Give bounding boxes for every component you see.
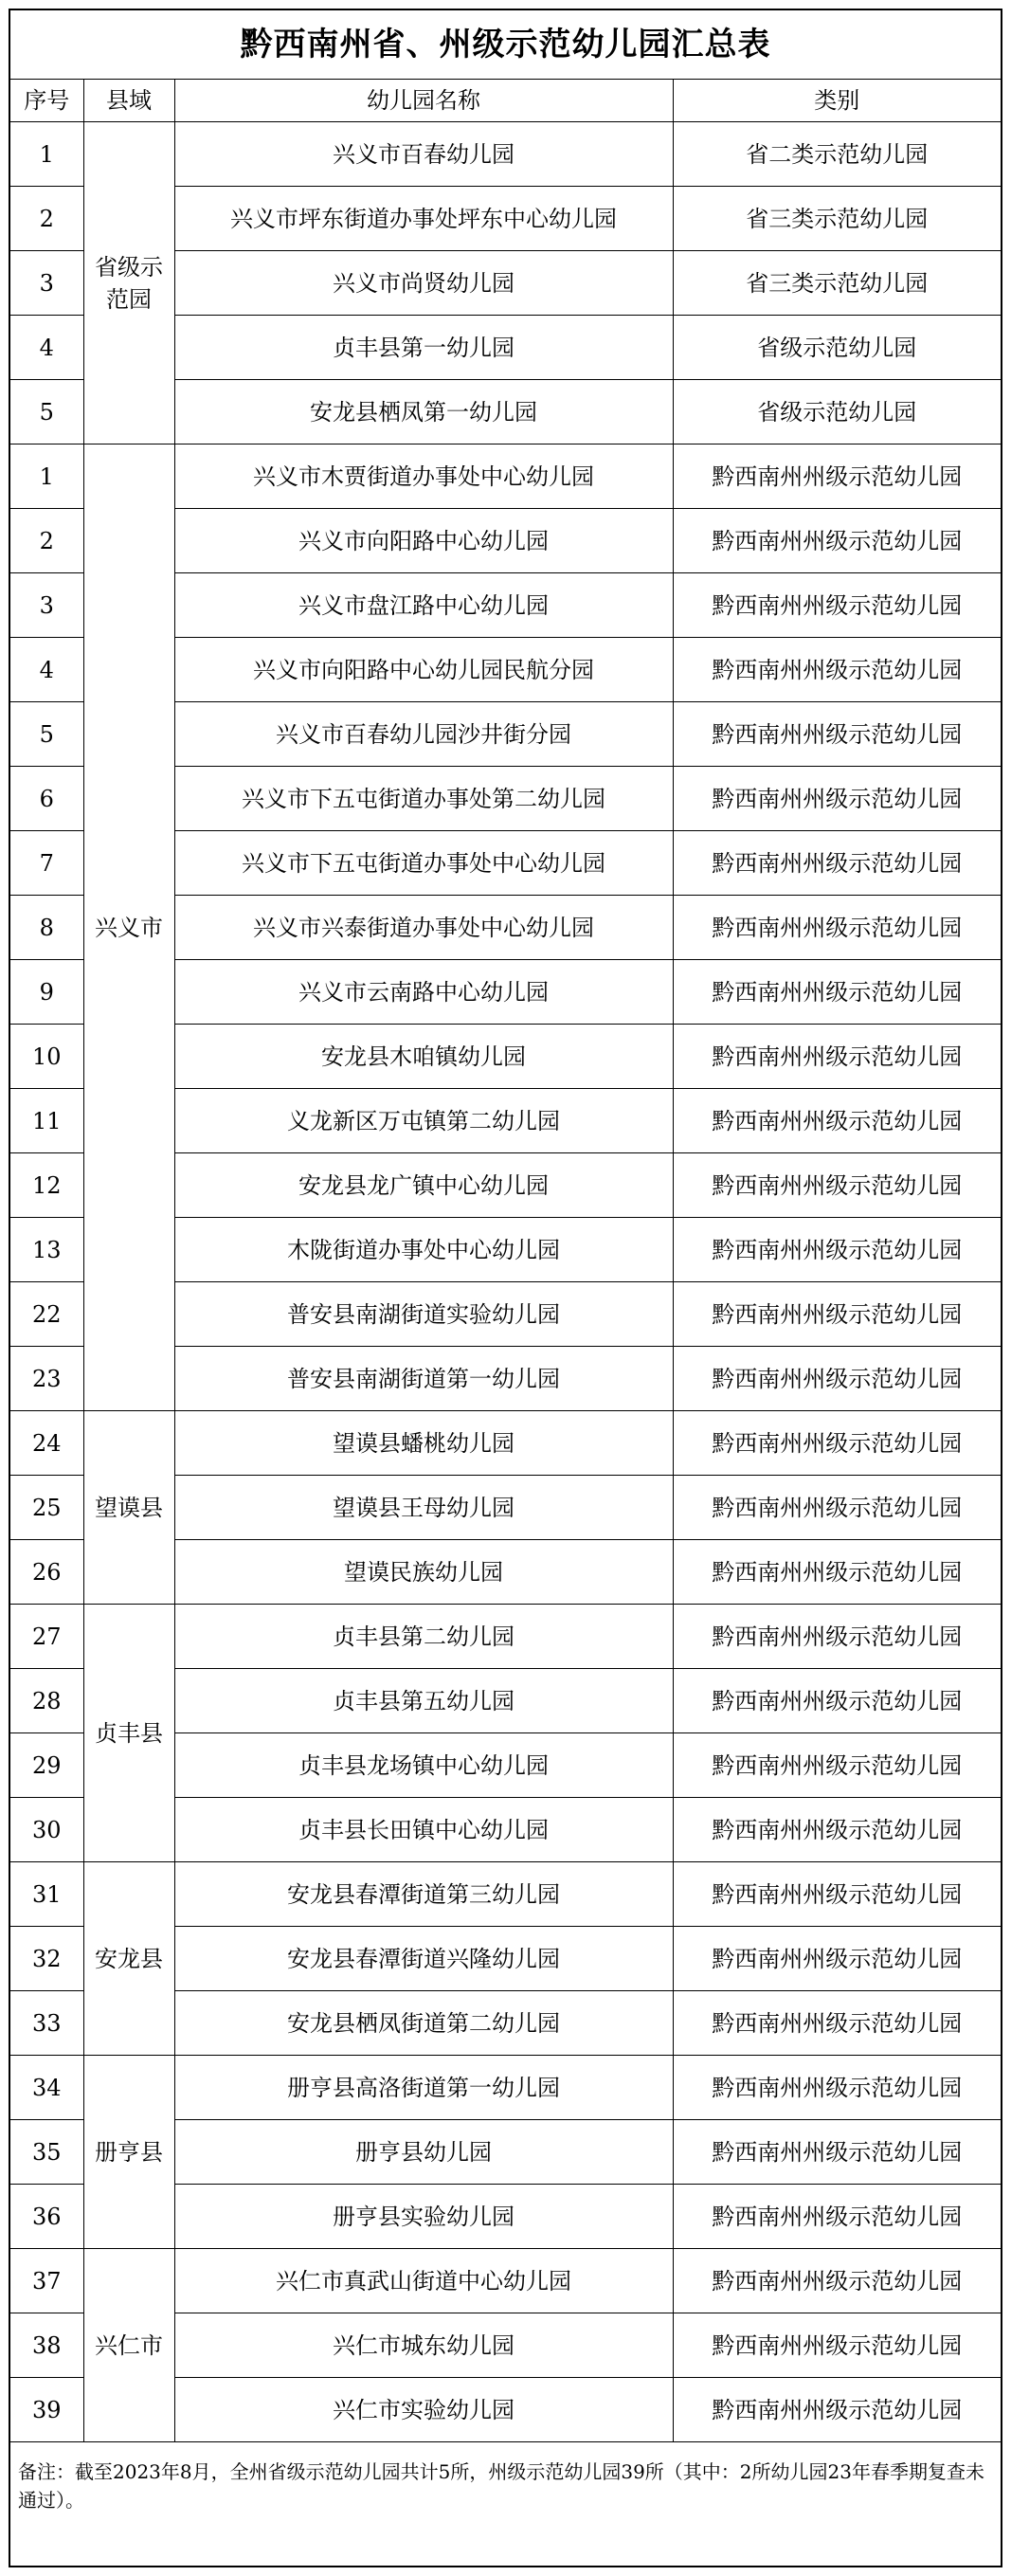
- row-number: 23: [10, 1347, 83, 1411]
- row-number: 6: [10, 767, 83, 831]
- row-number: 11: [10, 1089, 83, 1153]
- header-no: 序号: [10, 80, 83, 122]
- row-number: 30: [10, 1798, 83, 1862]
- category: 黔西南州州级示范幼儿园: [673, 1476, 1001, 1540]
- kindergarten-name: 贞丰县第一幼儿园: [174, 316, 673, 380]
- kindergarten-name: 安龙县春潭街道兴隆幼儿园: [174, 1927, 673, 1991]
- county-cell-provincial: [83, 122, 174, 444]
- kindergarten-name: 贞丰县龙场镇中心幼儿园: [174, 1733, 673, 1798]
- category: 黔西南州州级示范幼儿园: [673, 1347, 1001, 1411]
- county-cell-anlong: [83, 1862, 174, 2056]
- table-row: [10, 122, 1001, 187]
- category: 黔西南州州级示范幼儿园: [673, 638, 1001, 702]
- note-row: [10, 2442, 1001, 2551]
- category: 省三类示范幼儿园: [673, 251, 1001, 316]
- row-number: 37: [10, 2249, 83, 2313]
- category: 黔西南州州级示范幼儿园: [673, 1927, 1001, 1991]
- summary-sheet: [9, 9, 1002, 2567]
- kindergarten-name: 兴义市云南路中心幼儿园: [174, 960, 673, 1025]
- table-row: [10, 1862, 1001, 1927]
- category: 黔西南州州级示范幼儿园: [673, 509, 1001, 573]
- kindergarten-name: 安龙县栖凤街道第二幼儿园: [174, 1991, 673, 2056]
- kindergarten-name: 兴义市下五屯街道办事处中心幼儿园: [174, 831, 673, 896]
- header-category: 类别: [673, 80, 1001, 122]
- kindergarten-name: 册亨县高洛街道第一幼儿园: [174, 2056, 673, 2120]
- kindergarten-table: [10, 10, 1001, 2550]
- row-number: 31: [10, 1862, 83, 1927]
- table-row: [10, 444, 1001, 509]
- category: 黔西南州州级示范幼儿园: [673, 1153, 1001, 1218]
- kindergarten-name: 兴义市木贾街道办事处中心幼儿园: [174, 444, 673, 509]
- category: 黔西南州州级示范幼儿园: [673, 1218, 1001, 1282]
- category: 黔西南州州级示范幼儿园: [673, 1862, 1001, 1927]
- kindergarten-name: 普安县南湖街道实验幼儿园: [174, 1282, 673, 1347]
- table-row: [10, 2249, 1001, 2313]
- kindergarten-name: 安龙县木咱镇幼儿园: [174, 1025, 673, 1089]
- kindergarten-name: 册亨县实验幼儿园: [174, 2185, 673, 2249]
- kindergarten-name: 望谟民族幼儿园: [174, 1540, 673, 1605]
- row-number: 28: [10, 1669, 83, 1733]
- kindergarten-name: 兴义市百春幼儿园: [174, 122, 673, 187]
- row-number: 3: [10, 251, 83, 316]
- category: 黔西南州州级示范幼儿园: [673, 444, 1001, 509]
- row-number: 4: [10, 638, 83, 702]
- row-number: 1: [10, 122, 83, 187]
- county-label: 望谟县: [95, 1494, 163, 1521]
- row-number: 4: [10, 316, 83, 380]
- category: 黔西南州州级示范幼儿园: [673, 1605, 1001, 1669]
- kindergarten-name: 兴仁市城东幼儿园: [174, 2313, 673, 2378]
- row-number: 8: [10, 896, 83, 960]
- row-number: 36: [10, 2185, 83, 2249]
- row-number: 39: [10, 2378, 83, 2442]
- category: 黔西南州州级示范幼儿园: [673, 1025, 1001, 1089]
- row-number: 5: [10, 702, 83, 767]
- county-label: 册亨县: [95, 2138, 163, 2166]
- county-label: 贞丰县: [95, 1719, 163, 1747]
- category: 黔西南州州级示范幼儿园: [673, 960, 1001, 1025]
- table-row: [10, 1411, 1001, 1476]
- row-number: 33: [10, 1991, 83, 2056]
- row-number: 27: [10, 1605, 83, 1669]
- kindergarten-name: 望谟县王母幼儿园: [174, 1476, 673, 1540]
- category: 黔西南州州级示范幼儿园: [673, 1411, 1001, 1476]
- row-number: 5: [10, 380, 83, 444]
- kindergarten-name: 贞丰县第五幼儿园: [174, 1669, 673, 1733]
- category: 黔西南州州级示范幼儿园: [673, 573, 1001, 638]
- category: 黔西南州州级示范幼儿园: [673, 2378, 1001, 2442]
- category: 黔西南州州级示范幼儿园: [673, 1798, 1001, 1862]
- kindergarten-name: 兴义市百春幼儿园沙井街分园: [174, 702, 673, 767]
- county-cell-ceheng: [83, 2056, 174, 2249]
- category: 黔西南州州级示范幼儿园: [673, 1669, 1001, 1733]
- kindergarten-name: 贞丰县第二幼儿园: [174, 1605, 673, 1669]
- row-number: 34: [10, 2056, 83, 2120]
- kindergarten-name: 兴仁市实验幼儿园: [174, 2378, 673, 2442]
- row-number: 3: [10, 573, 83, 638]
- kindergarten-name: 兴义市兴泰街道办事处中心幼儿园: [174, 896, 673, 960]
- row-number: 2: [10, 187, 83, 251]
- category: 黔西南州州级示范幼儿园: [673, 1733, 1001, 1798]
- row-number: 35: [10, 2120, 83, 2185]
- category: 黔西南州州级示范幼儿园: [673, 2313, 1001, 2378]
- table-row: [10, 2056, 1001, 2120]
- category: 黔西南州州级示范幼儿园: [673, 767, 1001, 831]
- category: 黔西南州州级示范幼儿园: [673, 1540, 1001, 1605]
- category: 黔西南州州级示范幼儿园: [673, 1282, 1001, 1347]
- row-number: 7: [10, 831, 83, 896]
- kindergarten-name: 兴义市坪东街道办事处坪东中心幼儿园: [174, 187, 673, 251]
- category: 黔西南州州级示范幼儿园: [673, 2120, 1001, 2185]
- kindergarten-name: 兴义市向阳路中心幼儿园民航分园: [174, 638, 673, 702]
- county-label: 省级示 范园: [95, 253, 163, 313]
- category: 黔西南州州级示范幼儿园: [673, 2249, 1001, 2313]
- county-label: 安龙县: [95, 1945, 163, 1972]
- county-cell-xingren: [83, 2249, 174, 2442]
- kindergarten-name: 兴义市下五屯街道办事处第二幼儿园: [174, 767, 673, 831]
- kindergarten-name: 木陇街道办事处中心幼儿园: [174, 1218, 673, 1282]
- row-number: 13: [10, 1218, 83, 1282]
- table-row: [10, 1605, 1001, 1669]
- kindergarten-name: 兴仁市真武山街道中心幼儿园: [174, 2249, 673, 2313]
- kindergarten-name: 贞丰县长田镇中心幼儿园: [174, 1798, 673, 1862]
- category: 省二类示范幼儿园: [673, 122, 1001, 187]
- category: 省级示范幼儿园: [673, 380, 1001, 444]
- kindergarten-name: 册亨县幼儿园: [174, 2120, 673, 2185]
- kindergarten-name: 安龙县栖凤第一幼儿园: [174, 380, 673, 444]
- row-number: 1: [10, 444, 83, 509]
- county-label: 兴义市: [95, 914, 163, 941]
- category: 省级示范幼儿园: [673, 316, 1001, 380]
- row-number: 22: [10, 1282, 83, 1347]
- row-number: 2: [10, 509, 83, 573]
- kindergarten-name: 安龙县龙广镇中心幼儿园: [174, 1153, 673, 1218]
- row-number: 24: [10, 1411, 83, 1476]
- category: 黔西南州州级示范幼儿园: [673, 1991, 1001, 2056]
- row-number: 10: [10, 1025, 83, 1089]
- category: 黔西南州州级示范幼儿园: [673, 2185, 1001, 2249]
- county-cell-zhenfeng: [83, 1605, 174, 1862]
- category: 黔西南州州级示范幼儿园: [673, 1089, 1001, 1153]
- county-cell-xingyi: [83, 444, 174, 1411]
- kindergarten-name: 普安县南湖街道第一幼儿园: [174, 1347, 673, 1411]
- kindergarten-name: 望谟县蟠桃幼儿园: [174, 1411, 673, 1476]
- header-name: 幼儿园名称: [174, 80, 673, 122]
- county-label: 兴仁市: [95, 2331, 163, 2359]
- category: 黔西南州州级示范幼儿园: [673, 702, 1001, 767]
- row-number: 9: [10, 960, 83, 1025]
- kindergarten-name: 兴义市尚贤幼儿园: [174, 251, 673, 316]
- table-title: 黔西南州省、州级示范幼儿园汇总表: [10, 10, 1001, 80]
- category: 黔西南州州级示范幼儿园: [673, 896, 1001, 960]
- row-number: 29: [10, 1733, 83, 1798]
- row-number: 32: [10, 1927, 83, 1991]
- header-county: 县域: [83, 80, 174, 122]
- kindergarten-name: 兴义市向阳路中心幼儿园: [174, 509, 673, 573]
- kindergarten-name: 义龙新区万屯镇第二幼儿园: [174, 1089, 673, 1153]
- kindergarten-name: 兴义市盘江路中心幼儿园: [174, 573, 673, 638]
- category: 黔西南州州级示范幼儿园: [673, 831, 1001, 896]
- category: 黔西南州州级示范幼儿园: [673, 2056, 1001, 2120]
- row-number: 12: [10, 1153, 83, 1218]
- footnote: 备注：截至2023年8月，全州省级示范幼儿园共计5所，州级示范幼儿园39所（其中：2所幼儿园23年春季期复查未通过）。: [10, 2442, 1001, 2551]
- county-cell-wangmo: [83, 1411, 174, 1605]
- row-number: 38: [10, 2313, 83, 2378]
- row-number: 26: [10, 1540, 83, 1605]
- row-number: 25: [10, 1476, 83, 1540]
- kindergarten-name: 安龙县春潭街道第三幼儿园: [174, 1862, 673, 1927]
- category: 省三类示范幼儿园: [673, 187, 1001, 251]
